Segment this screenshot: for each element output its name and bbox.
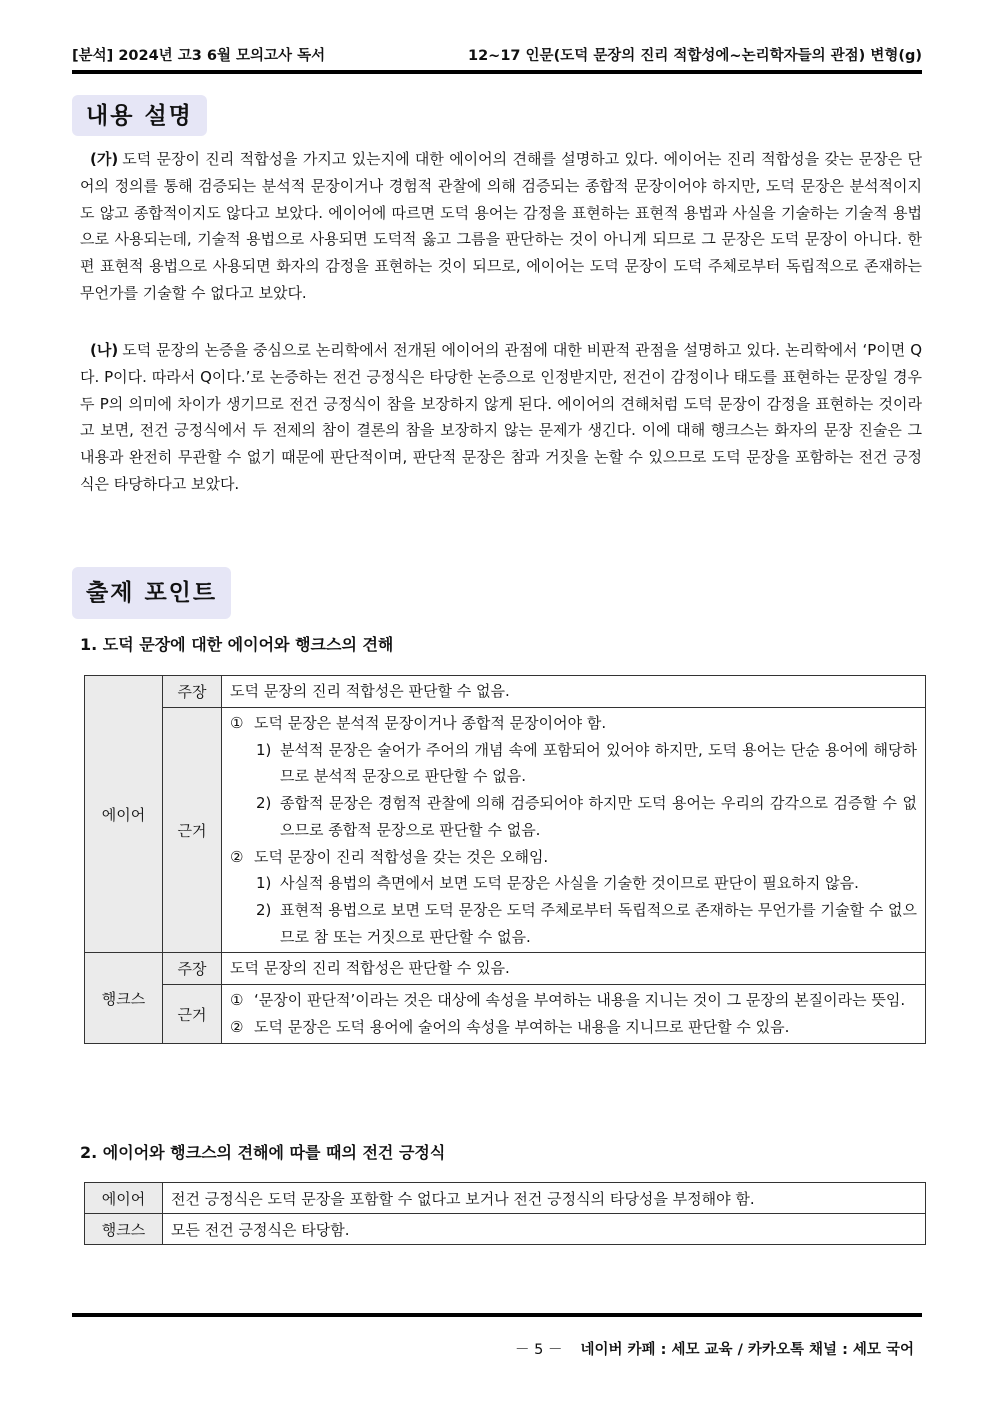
row-header: 에이어 xyxy=(85,1183,163,1214)
views-table xyxy=(84,675,926,1044)
list-item: 1) 사실적 용법의 측면에서 보면 도덕 문장은 사실을 기술한 것이므로 판단이 필요하지 않음. xyxy=(256,874,859,893)
paragraph-ga xyxy=(80,146,922,307)
list-item: ① 도덕 문장은 분석적 문장이거나 종합적 문장이어야 함. xyxy=(230,714,607,732)
list-item: ② 도덕 문장은 도덕 용어에 술어의 속성을 부여하는 내용을 지니므로 판단할 수 있음. xyxy=(230,1018,790,1037)
ayer-claim: 도덕 문장의 진리 적합성은 판단할 수 없음. xyxy=(222,676,926,708)
list-item: 2) 종합적 문장은 경험적 관찰에 의해 검증되어야 하지만 도덕 용어는 우리의 감각으로 검증할 수 없으므로 종합적 문장으로 판단할 수 없음. xyxy=(256,794,917,839)
list-item: 2) 표현적 용법으로 보면 도덕 문장은 도덕 주체로부터 독립적으로 존재하는 무언가를 기술할 수 없으므로 참 또는 거짓으로 판단할 수 없음. xyxy=(256,900,917,946)
paragraph-na xyxy=(80,337,922,498)
row-header-ayer: 에이어 xyxy=(85,676,163,953)
row-text: 모든 전건 긍정식은 타당함. xyxy=(163,1214,926,1245)
paragraph-marker: (가) xyxy=(90,150,119,168)
row-header-hanks: 행크스 xyxy=(85,953,163,1043)
paragraph-marker: (나) xyxy=(90,341,119,359)
hanks-basis xyxy=(222,985,926,1043)
basis-label: 근거 xyxy=(163,708,222,953)
footer-rule xyxy=(72,1313,922,1317)
header-left: [분석] 2024년 고3 6월 모의고사 독서 xyxy=(72,48,326,64)
page-footer xyxy=(515,1338,914,1359)
row-text: 전건 긍정식은 도덕 문장을 포함할 수 없다고 보거나 전건 긍정식의 타당성을 부정해야 함. xyxy=(163,1183,926,1214)
list-item: ② 도덕 문장이 진리 적합성을 갖는 것은 오해임. xyxy=(230,847,549,866)
page-number: － 5 － xyxy=(515,1342,563,1358)
list-item: 1) 분석적 문장은 술어가 주어의 개념 속에 포함되어 있어야 하지만, 도덕 용어는 단순 용어에 해당하므로 분석적 문장으로 판단할 수 없음. xyxy=(256,740,917,786)
section-title-content: 내용 설명 xyxy=(72,95,207,136)
subheading-views: 1. 도덕 문장에 대한 에이어와 행크스의 견해 xyxy=(80,635,394,654)
paragraph-text: 도덕 문장이 진리 적합성을 가지고 있는지에 대한 에이어의 견해를 설명하고 있다. 에이어는 진리 적합성을 갖는 문장은 단어의 정의를 통해 검증되는 분석적 문장이거나 경험적 관찰에 의해 검증되는 종합적 문장이어야 하지만, 도덕 문장은 분석적이지도 않고 종합적이지도 않다고 보았다. 에이어에 따르면 도덕 용어는 감정을 표현하는 표현적 용법과 사실을 기술하는 기술적 용법으로 사용되는데, 기술적 용법으로 사용되면 도덕적 옳고 그름을 판단하는 것이 아니게 되므로 그 문장은 도덕 문장이 아니다. 한편 표현적 용법으로 사용되면 화자의 감정을 표현하는 것이 되므로, 에이어는 도덕 문장이 도덕 주체로부터 독립적으로 존재하는 무언가를 기술할 수 없다고 보았다. xyxy=(80,150,922,302)
header-rule xyxy=(72,70,922,74)
claim-label: 주장 xyxy=(163,953,222,985)
table-row xyxy=(85,1214,926,1245)
page-header xyxy=(72,44,922,66)
basis-label: 근거 xyxy=(163,985,222,1043)
subheading-modus-ponens: 2. 에이어와 행크스의 견해에 따를 때의 전건 긍정식 xyxy=(80,1143,446,1162)
header-right: 12~17 인문(도덕 문장의 진리 적합성에~논리학자들의 관점) 변형(g) xyxy=(468,48,922,64)
hanks-claim: 도덕 문장의 진리 적합성은 판단할 수 있음. xyxy=(222,953,926,985)
paragraph-text: 도덕 문장의 논증을 중심으로 논리학에서 전개된 에이어의 관점에 대한 비판적 관점을 설명하고 있다. 논리학에서 ‘P이면 Q다. P이다. 따라서 Q이다.’로 논증하는 전건 긍정식은 타당한 논증으로 인정받지만, 전건이 감정이나 태도를 표현하는 문장일 경우 두 P의 의미에 차이가 생기므로 전건 긍정식이 참을 보장하지 않게 된다. 에이어의 견해처럼 도덕 문장이 감정을 표현하는 것이라고 보면, 전건 긍정식에서 두 전제의 참이 결론의 참을 보장하지 않는 문제가 생긴다. 이에 대해 행크스는 화자의 문장 진술은 그 내용과 완전히 무관할 수 없기 때문에 판단적이며, 판단적 문장은 참과 거짓을 논할 수 있으므로 도덕 문장을 포함하는 전건 긍정식은 타당하다고 보았다. xyxy=(80,341,922,493)
table-row xyxy=(85,1183,926,1214)
list-item: ① ‘문장이 판단적’이라는 것은 대상에 속성을 부여하는 내용을 지니는 것이 그 문장의 본질이라는 뜻임. xyxy=(230,991,906,1010)
modus-ponens-table xyxy=(84,1182,926,1245)
ayer-basis xyxy=(222,708,926,953)
footer-text: 네이버 카페 : 세모 교육 / 카카오톡 채널 : 세모 국어 xyxy=(580,1342,914,1358)
row-header: 행크스 xyxy=(85,1214,163,1245)
claim-label: 주장 xyxy=(163,676,222,708)
section-title-points: 출제 포인트 xyxy=(72,567,231,619)
